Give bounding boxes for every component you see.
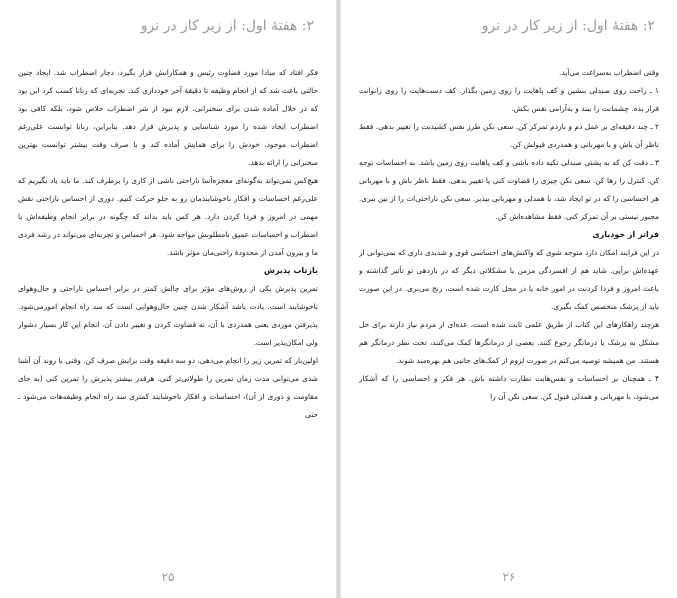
numbered-step: ۲ ـ چند دقیقه‌ای بر عمل دم و بازدم تمرکز کن. سعی نکن طرز نفس کشیدنت را تغییر بدهی. فقط ناظر آن باش و با مهربانی و همدردی قبولش کن. [359, 122, 659, 149]
numbered-step: ۳ ـ دقت کن که به پشتی صندلی تکیه داده باشی و کف پاهایت روی زمین باشد. به احساسات توجه کن. کنترل را رها کن. سعی نکن چیزی را قضاوت کنی یا تغییر بدهی. فقط ناظر باش و با مهربانی هر احساسی را که در تو ایجاد شد، با همدلی و مهربانی بپذیر. سعی نکن ناراحتی‌ات را از بین ببری. مجبور نیستی بر آن تمرکز کنی. فقط مشاهده‌اش کن. [359, 158, 659, 221]
numbered-step: ۱ ـ راحت روی صندلی بنشین و کف پاهایت را روی زمین بگذار. کف دست‌هایت را روی زانوانت قرار بده. چشمانت را ببند و به‌آرامی نفس بکش. [359, 86, 659, 113]
section-subheading: بازتاب پذیرش [263, 266, 318, 275]
paragraph: وقتی اضطراب به‌سراغت می‌آید. [559, 68, 659, 77]
paragraph: در این فرایند امکان دارد متوجه شوی که واکنش‌های احساسی قوی و شدیدی داری که نمی‌توانی از عهده‌اش برآیی. شاید هم از افسردگی مزمن یا مشکلاتی دیگر که در بازدهی تو تأثیر گذاشته و باعث امروز و فردا کردنت در امور خانه یا در محل کارت شده است، رنج می‌بری. در این صورت باید از پزشک متخصص کمک بگیری. [359, 248, 659, 311]
page-number: ۲۶ [502, 570, 516, 584]
section-subheading: فراتر از خودیاری [592, 230, 659, 239]
paragraph: اولین‌بار که تمرین زیر را انجام می‌دهی، دو سه دقیقه وقت برایش صرف کن. وقتی با روند آن آشنا شدی می‌توانی مدت زمان تمرین را طولانی‌تر کنی. هرقدر بیشتر پذیرش را تمرین کنی (به جای مقاومت و دوری از آن)، احساسات و افکار ناخوشایند کمتری سد راه انجام وظیفه‌هات می‌شود ـ حتی [18, 356, 318, 419]
right-page [341, 0, 677, 598]
paragraph: فکر افتاد که مبادا مورد قضاوت رئیس و همکارانش قرار بگیرد، دچار اضطراب شد. ایجاد چنین حالتی باعث شد که از انجام وظیفه تا دقیقهٔ آخر خودداری کند. تجربه‌ای که رنانا کسب کرد این بود که در خلال آماده شدن برای سخنرانی، لازم نبود از شر اضطراب خلاص شود، بلکه کافی بود اضطراب ایجاد شده را مورد شناسایی و پذیرش قرار دهد. بنابراین، رنانا توانست علی‌رغم اضطراب موجود، خودش را برای همایش آماده کند و با صرف وقت بیشتر توانست بهترین سخنرانی را ارائه بدهد. [18, 68, 318, 167]
page-number: ۲۵ [161, 570, 175, 584]
numbered-step: ۴ ـ همچنان بر احساسات و نفس‌هایت نظارت داشته باش. هر فکر و احساسی را که آشکار می‌شود، با مهربانی و همدلی قبول کن. سعی نکن آن را [359, 374, 659, 401]
left-page [0, 0, 336, 598]
running-header: ۲: هفتهٔ اول: از زیر کار در نرو [481, 18, 655, 34]
paragraph: هرچند راهکارهای این کتاب از طریق علمی ثابت شده است، عده‌ای از مردم نیاز دارند برای حل مشکل به پزشک یا درمانگر رجوع کنند. بعضی از درمانگرها کمک می‌کنند، تحت نظر درمانگر هم هستند. من همیشه توصیه می‌کنم در صورت لزوم از کمک‌های جانبی هم بهره‌مند شوند. [359, 320, 659, 365]
page-body-text [18, 64, 318, 546]
page-body-text [359, 64, 659, 546]
paragraph: هیچ‌کس نمی‌تواند به‌گونه‌ای معجزه‌آسا ناراحتی ناشی از کاری را برطرف کند. ما باید یاد بگیریم که علی‌رغم احساسات و افکار ناخوشایندمان رو به جلو حرکت کنیم. دوری از احساس ناراحتی نقش مهمی در امروز و فردا کردن دارد. هر کس باید بداند که چگونه در برابر انجام وظیفه‌اش با اضطراب و احساسات عمیق نامطلوبش مواجه شود. هر احساس و تجربه‌ای می‌تواند در رشد فردی ما و بیرون آمدن از محدودهٔ راحتی‌مان مؤثر باشد. [18, 176, 318, 257]
running-header: ۲: هفتهٔ اول: از زیر کار در نرو [140, 18, 314, 34]
paragraph: تمرین پذیرش یکی از روش‌های مؤثر برای چالش کمتر در برابر احساس ناراحتی و حال‌وهوای ناخوشایند است. یادت باشد آشکار شدن چنین حال‌وهوایی است که سد راه انجام امورمی‌شود. پذیرفتن موردی یعنی همدردی با آن، نه قضاوت کردن و تغییر دادن آن. انجام این کار بسیار دشوار ولی امکان‌پذیر است. [18, 284, 318, 347]
